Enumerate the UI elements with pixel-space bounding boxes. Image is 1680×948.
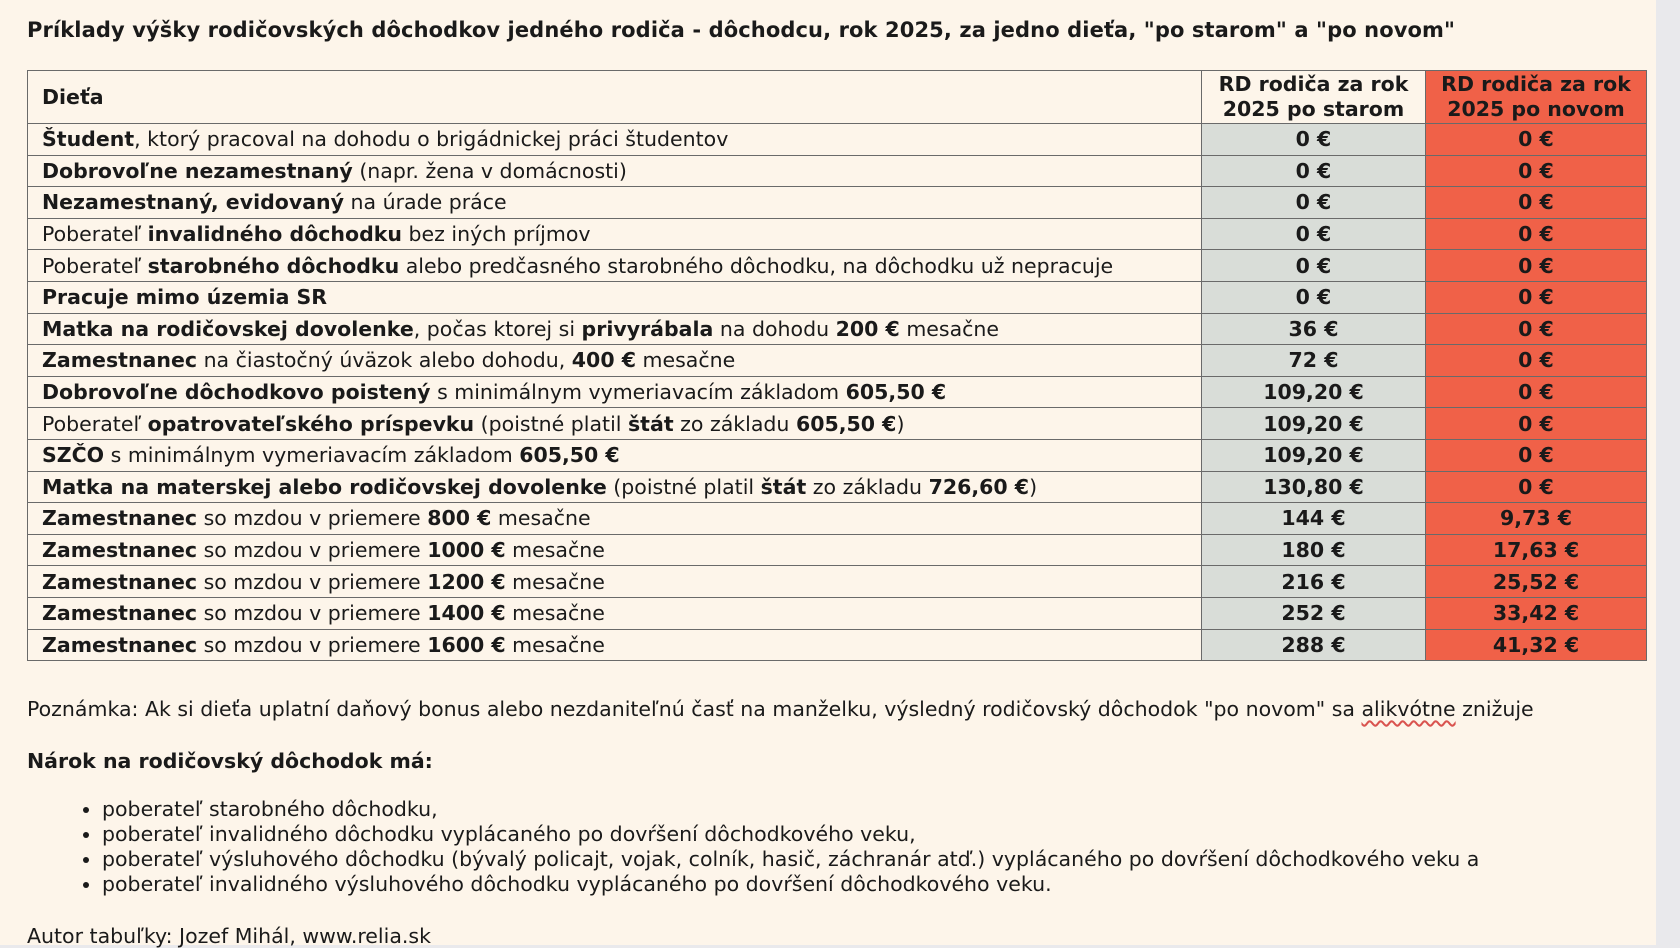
- description-bold: opatrovateľského príspevku: [147, 411, 475, 436]
- author-line: Autor tabuľky: Jozef Mihál, www.relia.sk: [27, 924, 431, 948]
- description-bold: Zamestnanec: [42, 601, 198, 626]
- value-old: 36 €: [1202, 313, 1426, 345]
- description-bold: Dobrovoľne dôchodkovo poistený: [42, 380, 431, 405]
- description-bold: SZČO: [42, 443, 105, 468]
- description-text: , počas ktorej si: [413, 316, 582, 341]
- description-bold: 1200 €: [427, 569, 506, 594]
- row-description: [28, 250, 1202, 282]
- table-row: [28, 376, 1647, 408]
- value-old: 216 €: [1202, 566, 1426, 598]
- table-row: [28, 218, 1647, 250]
- value-new: 25,52 €: [1426, 566, 1647, 598]
- description-text: (poistné platil: [606, 474, 761, 499]
- description-text: so mzdou v priemere: [197, 506, 428, 531]
- row-description: [28, 471, 1202, 503]
- description-text: bez iných príjmov: [402, 222, 591, 247]
- table-row: [28, 503, 1647, 535]
- table-row: [28, 439, 1647, 471]
- description-bold: 605,50 €: [519, 443, 620, 468]
- value-new: 0 €: [1426, 376, 1647, 408]
- value-old: 130,80 €: [1202, 471, 1426, 503]
- value-old: 109,20 €: [1202, 408, 1426, 440]
- description-text: mesačne: [505, 601, 605, 626]
- note: [27, 697, 1534, 721]
- value-new: 0 €: [1426, 345, 1647, 377]
- row-description: [28, 376, 1202, 408]
- value-new: 0 €: [1426, 218, 1647, 250]
- description-text: zo základu: [673, 411, 796, 436]
- value-new: 0 €: [1426, 408, 1647, 440]
- description-bold: privyrábala: [581, 316, 714, 341]
- description-bold: Matka na rodičovskej dovolenke: [42, 316, 414, 341]
- value-new: 0 €: [1426, 187, 1647, 219]
- description-bold: 1000 €: [427, 538, 506, 563]
- header-old: RD rodiča za rok 2025 po starom: [1202, 71, 1426, 124]
- description-text: mesačne: [636, 348, 736, 373]
- value-old: 0 €: [1202, 187, 1426, 219]
- description-bold: Pracuje mimo územia SR: [42, 285, 328, 310]
- value-old: 109,20 €: [1202, 376, 1426, 408]
- value-new: 41,32 €: [1426, 629, 1647, 661]
- description-text: mesačne: [505, 632, 605, 657]
- value-old: 0 €: [1202, 155, 1426, 187]
- description-text: s minimálnym vymeriavacím základom: [104, 443, 520, 468]
- description-bold: štát: [760, 474, 807, 499]
- description-text: na čiastočný úväzok alebo dohodu,: [197, 348, 572, 373]
- table-row: [28, 155, 1647, 187]
- table-row: [28, 534, 1647, 566]
- row-description: [28, 629, 1202, 661]
- list-item: • poberateľ výsluhového dôchodku (bývalý policajt, vojak, colník, hasič, záchranár atď.) vyplácaného po dovŕšení dôchodkového veku a: [102, 847, 1479, 872]
- description-bold: Matka na materskej alebo rodičovskej dovolenke: [42, 474, 607, 499]
- value-new: 0 €: [1426, 471, 1647, 503]
- row-description: [28, 503, 1202, 535]
- description-text: Poberateľ: [42, 222, 148, 247]
- description-bold: Študent: [42, 127, 135, 152]
- table-row: [28, 281, 1647, 313]
- table-row: [28, 313, 1647, 345]
- description-text: so mzdou v priemere: [197, 632, 428, 657]
- row-description: [28, 155, 1202, 187]
- description-text: zo základu: [806, 474, 929, 499]
- description-bold: Zamestnanec: [42, 569, 198, 594]
- description-text: s minimálnym vymeriavacím základom: [430, 380, 846, 405]
- value-old: 252 €: [1202, 597, 1426, 629]
- entitled-heading: Nárok na rodičovský dôchodok má:: [27, 749, 433, 773]
- table-row: [28, 345, 1647, 377]
- description-bold: Zamestnanec: [42, 506, 198, 531]
- value-old: 0 €: [1202, 250, 1426, 282]
- value-old: 0 €: [1202, 218, 1426, 250]
- description-bold: invalidného dôchodku: [147, 222, 403, 247]
- description-text: (napr. žena v domácnosti): [352, 158, 627, 183]
- list-item: • poberateľ invalidného výsluhového dôchodku vyplácaného po dovŕšení dôchodkového veku.: [102, 872, 1479, 897]
- description-text: so mzdou v priemere: [197, 601, 428, 626]
- description-bold: Dobrovoľne nezamestnaný: [42, 158, 353, 183]
- row-description: [28, 313, 1202, 345]
- table-row: [28, 250, 1647, 282]
- description-bold: Zamestnanec: [42, 632, 198, 657]
- value-new: 0 €: [1426, 124, 1647, 156]
- description-bold: Nezamestnaný, evidovaný: [42, 190, 345, 215]
- table-header-row: [28, 71, 1647, 124]
- pension-table: [27, 70, 1647, 661]
- table-row: [28, 597, 1647, 629]
- row-description: [28, 408, 1202, 440]
- value-new: 9,73 €: [1426, 503, 1647, 535]
- value-old: 72 €: [1202, 345, 1426, 377]
- value-old: 180 €: [1202, 534, 1426, 566]
- value-new: 0 €: [1426, 250, 1647, 282]
- description-text: ): [896, 411, 905, 436]
- entitled-list: [27, 797, 1479, 897]
- header-child: Dieťa: [28, 71, 1202, 124]
- description-text: mesačne: [491, 506, 591, 531]
- row-description: [28, 566, 1202, 598]
- row-description: [28, 597, 1202, 629]
- spellcheck-word[interactable]: alikvótne: [1361, 697, 1456, 721]
- value-new: 0 €: [1426, 155, 1647, 187]
- table-row: [28, 471, 1647, 503]
- description-bold: 605,50 €: [795, 411, 897, 436]
- description-text: na úrade práce: [344, 190, 507, 215]
- row-description: [28, 218, 1202, 250]
- description-bold: 726,60 €: [928, 474, 1030, 499]
- value-new: 0 €: [1426, 281, 1647, 313]
- description-text: mesačne: [505, 569, 605, 594]
- row-description: [28, 534, 1202, 566]
- table-row: [28, 629, 1647, 661]
- description-text: so mzdou v priemere: [197, 538, 428, 563]
- description-text: na dohodu: [713, 316, 836, 341]
- description-text: so mzdou v priemere: [197, 569, 428, 594]
- value-old: 288 €: [1202, 629, 1426, 661]
- row-description: [28, 439, 1202, 471]
- description-text: mesačne: [505, 538, 605, 563]
- value-old: 0 €: [1202, 124, 1426, 156]
- note-text-end: znižuje: [1455, 697, 1534, 721]
- description-bold: Zamestnanec: [42, 348, 198, 373]
- row-description: [28, 281, 1202, 313]
- list-item: • poberateľ starobného dôchodku,: [102, 797, 1479, 822]
- value-new: 17,63 €: [1426, 534, 1647, 566]
- description-bold: 800 €: [427, 506, 492, 531]
- value-new: 0 €: [1426, 439, 1647, 471]
- table-row: [28, 124, 1647, 156]
- note-text: Poznámka: Ak si dieťa uplatní daňový bonus alebo nezdaniteľnú časť na manželku, výsledný rodičovský dôchodok "po novom" sa: [27, 697, 1362, 721]
- description-bold: 200 €: [835, 316, 900, 341]
- description-bold: 1400 €: [427, 601, 506, 626]
- description-text: Poberateľ: [42, 253, 148, 278]
- table-row: [28, 408, 1647, 440]
- description-text: alebo predčasného starobného dôchodku, na dôchodku už nepracuje: [399, 253, 1114, 278]
- description-text: mesačne: [899, 316, 1000, 341]
- table-row: [28, 566, 1647, 598]
- value-old: 144 €: [1202, 503, 1426, 535]
- list-item: • poberateľ invalidného dôchodku vyplácaného po dovŕšení dôchodkového veku,: [102, 822, 1479, 847]
- document-title: Príklady výšky rodičovských dôchodkov jedného rodiča - dôchodcu, rok 2025, za jedno dieťa, "po starom" a "po novom": [27, 18, 1456, 42]
- row-description: [28, 345, 1202, 377]
- value-new: 33,42 €: [1426, 597, 1647, 629]
- table-row: [28, 187, 1647, 219]
- description-bold: 605,50 €: [845, 380, 947, 405]
- description-text: Poberateľ: [42, 411, 148, 436]
- description-bold: starobného dôchodku: [147, 253, 400, 278]
- description-bold: 1600 €: [427, 632, 506, 657]
- row-description: [28, 187, 1202, 219]
- description-bold: Zamestnanec: [42, 538, 198, 563]
- description-text: (poistné platil: [474, 411, 628, 436]
- description-bold: 400 €: [571, 348, 636, 373]
- description-text: ): [1029, 474, 1038, 499]
- row-description: [28, 124, 1202, 156]
- value-old: 109,20 €: [1202, 439, 1426, 471]
- description-text: , ktorý pracoval na dohodu o brigádnickej práci študentov: [134, 127, 729, 152]
- value-old: 0 €: [1202, 281, 1426, 313]
- description-bold: štát: [627, 411, 674, 436]
- header-new: RD rodiča za rok 2025 po novom: [1426, 71, 1647, 124]
- value-new: 0 €: [1426, 313, 1647, 345]
